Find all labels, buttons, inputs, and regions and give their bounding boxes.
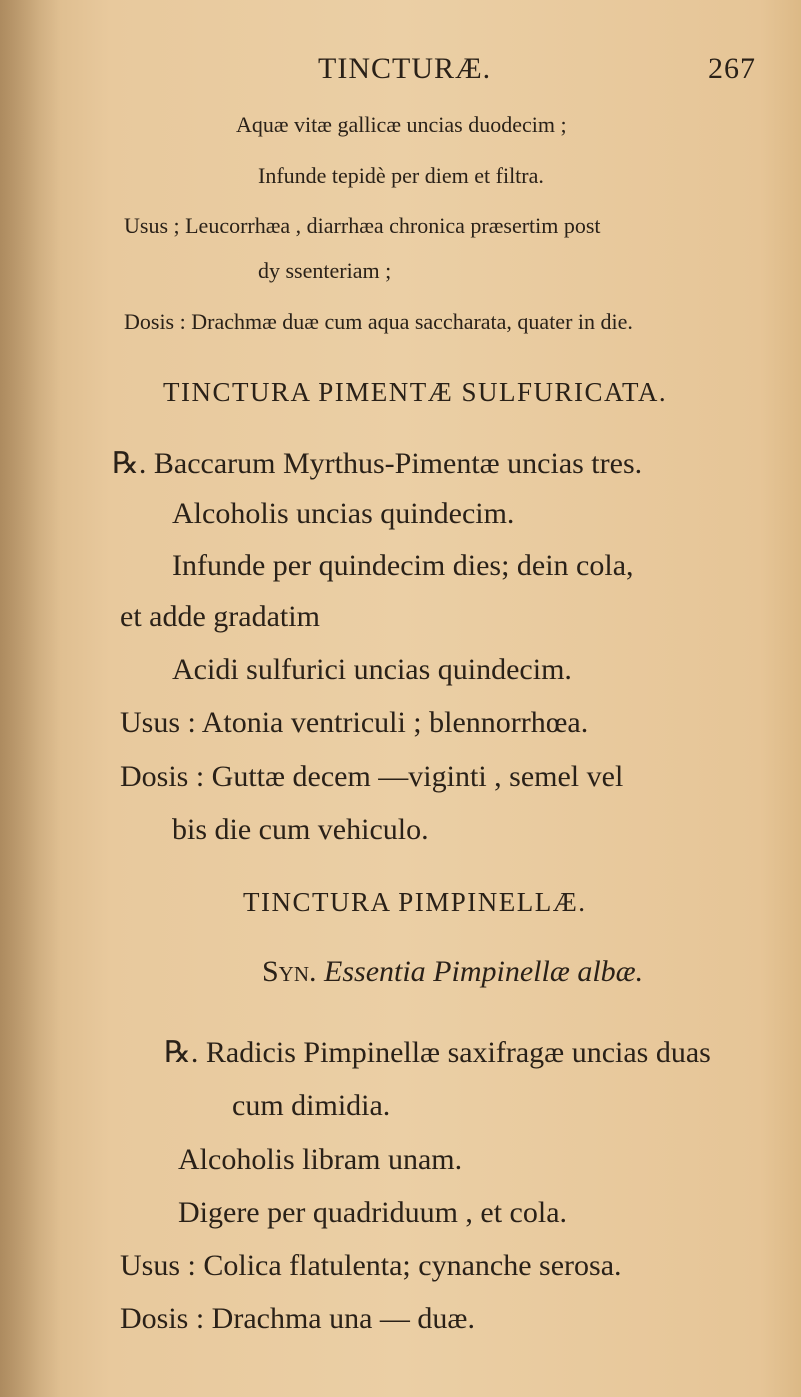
text-line: et adde gradatim: [120, 600, 320, 633]
synonym-label: Syn.: [262, 955, 317, 988]
text-line: Dosis : Drachma una — duæ.: [120, 1302, 475, 1335]
text-line: Dosis : Guttæ decem —viginti , semel vel: [120, 760, 624, 793]
section-title: TINCTURA PIMPINELLÆ.: [243, 887, 587, 917]
text-line: Usus ; Leucorrhæa , diarrhæa chronica præsertim post: [124, 213, 601, 238]
text-line: cum dimidia.: [232, 1089, 391, 1122]
text-line: ℞. Baccarum Myrthus-Pimentæ uncias tres.: [112, 447, 643, 480]
synonym-text: Essentia Pimpinellæ albæ.: [324, 955, 644, 988]
text-line: Alcoholis uncias quindecim.: [172, 497, 515, 530]
text-line: Infunde tepidè per diem et filtra.: [258, 163, 544, 188]
text-line: Usus : Atonia ventriculi ; blennorrhœa.: [120, 706, 589, 739]
page-number: 267: [708, 52, 756, 85]
text-line: Alcoholis libram unam.: [178, 1143, 463, 1176]
text-line: bis die cum vehiculo.: [172, 813, 429, 846]
section-title: TINCTURA PIMENTÆ SULFURICATA.: [163, 377, 668, 407]
text-line: Aquæ vitæ gallicæ uncias duodecim ;: [236, 112, 567, 137]
text-line: Infunde per quindecim dies; dein cola,: [172, 549, 634, 582]
text-line: Usus : Colica flatulenta; cynanche serosa.: [120, 1249, 622, 1282]
text-line: dy ssenteriam ;: [258, 258, 392, 283]
text-line: Dosis : Drachmæ duæ cum aqua saccharata, quater in die.: [124, 309, 633, 334]
synonym-line: [262, 955, 643, 989]
running-header: TINCTURÆ.: [318, 52, 492, 85]
text-line: Acidi sulfurici uncias quindecim.: [172, 653, 572, 686]
text-line: ℞. Radicis Pimpinellæ saxifragæ uncias duas: [164, 1036, 711, 1069]
binding-shadow: [0, 0, 60, 1397]
text-line: Digere per quadriduum , et cola.: [178, 1196, 568, 1229]
